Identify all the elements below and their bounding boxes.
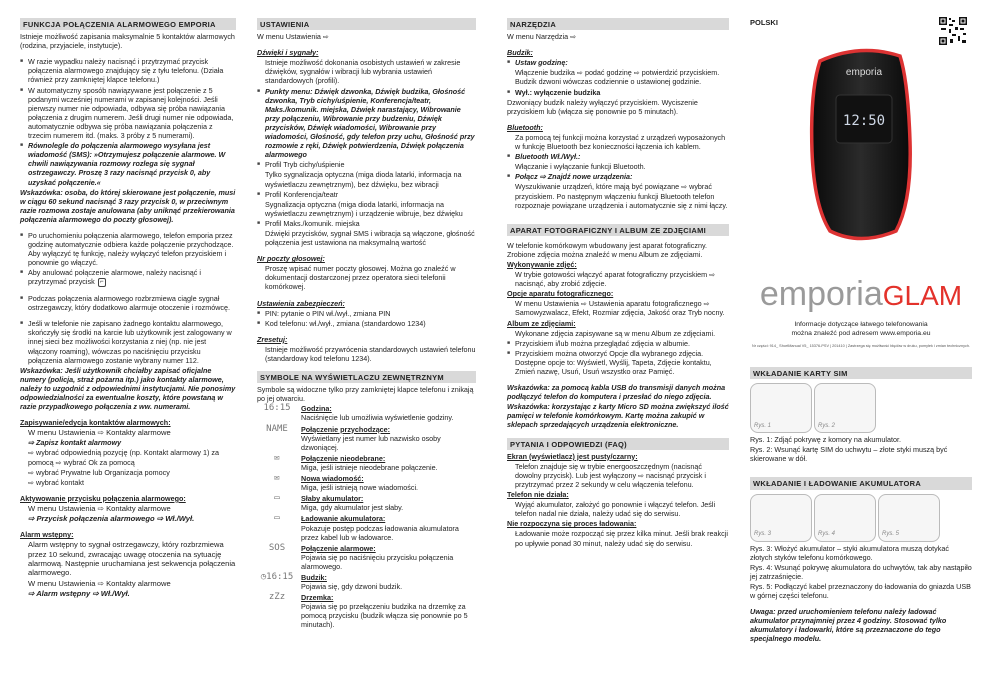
note-text: Wskazówka: korzystając z karty Micro SD można zwiększyć ilość pamięci w telefonie komórkowym. Kartę można zakupić w sklepach sprzedających urządzenia elektroniczne. — [507, 402, 729, 430]
symbol-text: Pokazuje postęp podczas ładowania akumulatora przez kabel lub w ładowarce. — [301, 523, 459, 542]
body-text: Proszę wpisać numer poczty głosowej. Można go znaleźć w dokumentacji dostarczonej przez operatora sieci telefonii komórkowej. — [265, 264, 456, 292]
symbol-text: Miga, gdy akumulator jest słaby. — [301, 503, 404, 513]
lcd-symbol: NAME — [266, 423, 288, 434]
section-header-faq: PYTANIA I ODPOWIEDZI (FAQ) — [507, 438, 729, 450]
symbol-item — [257, 514, 476, 541]
list-item: ■ Ustaw godzinę: — [507, 58, 729, 67]
symbol-text: Pojawia się, gdy dzwoni budzik. — [301, 582, 403, 592]
note-text: Wskazówka: za pomocą kabla USB do transmisji danych można podłączyć telefon do komputera i przesłać do niego zdjęcia. — [507, 383, 726, 402]
figure-4 — [814, 494, 876, 542]
body-text: Ładowanie może rozpocząć się przez kilka minut. Jeśli brak reakcji po upływie ponad 30 minut, należy udać się do serwisu. — [515, 529, 728, 548]
menu-path: ⇨ Alarm wstępny ⇨ Wł./Wył. — [28, 588, 130, 598]
info-line: można znaleźć pod adresem www.emporia.eu — [791, 330, 931, 338]
symbol-text: Wyświetlany jest numer lub nazwisko osoby dzwoniącej. — [301, 433, 441, 452]
body-text: Alarm wstępny to sygnał ostrzegawczy, który rozbrzmiewa przez 10 sekund, zwracając uwagę otoczenia na sytuację alarmową. Następnie uruchamiana jest sekwencja połączenia alarmowego. — [28, 540, 236, 578]
body-text: Istnieje możliwość dokonania osobistych ustawień w zakresie dźwięków, sygnałów i wibracji lub wybrania ustawień standardowych (profili). — [265, 58, 461, 86]
list-item-text: Aby anulować połączenie alarmowe, należy nacisnąć i przytrzymać przycisk — [28, 268, 201, 287]
figure-1 — [750, 383, 812, 433]
menu-path: W menu Narzędzia ⇨ — [507, 32, 577, 42]
subsection-title: Nr poczty głosowej: — [257, 254, 325, 264]
subsection-title: Nie rozpoczyna się proces ładowania: — [507, 519, 637, 529]
menu-path: W menu Ustawienia ⇨ — [257, 32, 329, 42]
list-item: ■ W automatyczny sposób nawiązywane jest połączenie z 5 podanymi wcześniej numerami w zapisanej kolejności. Jeśli pierwszy numer nie odpowiada, odbywa się próba nawiązania połączenia z drugim numerem. Jeśli drugi numer nie odpowiada, automatycznie odbywa się próba nawiązania połączenia z trzecim numerem itd. (maks. 3 próby z 5 numerami). — [20, 86, 236, 141]
symbol-title: Słaby akumulator: — [301, 494, 364, 504]
menu-path: ⇨ Zapisz kontakt alarmowy — [28, 438, 122, 448]
logo-word: emporia — [759, 275, 883, 314]
battery-figures — [750, 494, 972, 544]
lcd-symbol: ▭ — [274, 513, 280, 524]
symbol-item — [257, 544, 476, 571]
language-label: POLSKI — [750, 18, 778, 27]
list-item: ■ Kod telefonu: wł./wył., zmiana (standardowo 1234) — [257, 319, 476, 328]
body-text: Za pomocą tej funkcji można korzystać z urządzeń wyposażonych w funkcję Bluetooth bez konieczności łączenia ich kablem. — [515, 132, 726, 152]
phone-image — [750, 31, 972, 256]
figure-caption: Rys. 4: Wsunąć pokrywę akumulatora do uchwytów, tak aby nastąpiło jej zatrzaśnięcie. — [750, 562, 972, 581]
subsection-title: Opcje aparatu fotograficznego: — [507, 289, 614, 299]
body-text: Dźwięki przycisków, sygnał SMS i wibracja są włączone, głośność połączenia jest ustawiona na maksymalną wartość — [265, 228, 475, 248]
figure-5 — [878, 494, 940, 542]
column-brand — [750, 18, 972, 645]
symbol-item — [257, 593, 476, 629]
subsection-title: Ustawienia zabezpieczeń: — [257, 298, 345, 308]
subsection-title: Bluetooth: — [507, 122, 543, 132]
subsection-title: Wykonywanie zdjęć: — [507, 259, 577, 269]
body-text: Włączenie budzika ⇨ podać godzinę ⇨ potwierdzić przyciskiem. Budzik dzwoni wówczas codziennie o ustawionej godzinie. — [515, 68, 720, 87]
lcd-symbol: ✉ — [274, 452, 280, 463]
list-item: ■ Jeśli w telefonie nie zapisano żadnego kontaktu alarmowego, skończyły się środki na karcie lub użytkownik jest zalogowany w innej sieci bez możliwości korzystania z niej (np. nie jest włączony roaming), wówczas po naciśnięciu przycisku połączenia alarmowego zostanie wybrany numer 112. — [20, 319, 236, 364]
symbol-text: Miga, jeśli istnieją nowe wiadomości. — [301, 483, 419, 493]
menu-path: ⇨ Przycisk połączenia alarmowego ⇨ Wł./Wył. — [28, 514, 195, 523]
symbol-title: Godzina: — [301, 404, 332, 414]
note-text: Wskazówka: Jeśli użytkownik chciałby zapisać oficjalne numery (policja, straż pożarna itp.) jako kontakty alarmowe, należy to uzgodnić z odpowiednimi instytucjami. Nie ponosimy odpowiedzialności za ewentualne koszty, które powstaną w razie przypadkowego połączenia z ww. numerami. — [20, 365, 236, 412]
lcd-symbol: ◷16:15 — [260, 571, 294, 582]
symbol-title: Drzemka: — [301, 593, 334, 603]
symbol-text: Pojawia się po przełączeniu budzika na drzemkę za pomocą przycisku (budzik włącza się ponownie po 5 minutach). — [301, 602, 468, 630]
body-text: Telefon znajduje się w trybie energooszczędnym (nacisnąć dowolny przycisk). Lub jest wyłączony ⇨ nacisnąć przycisk i przytrzymać przez 2 sekundy w celu włączenia telefonu. — [515, 461, 706, 489]
figure-label: Rys. 1 — [754, 423, 772, 430]
symbol-title: Ładowanie akumulatora: — [301, 514, 386, 524]
section-header-settings: USTAWIENIA — [257, 18, 476, 30]
section-header-battery: WKŁADANIE I ŁADOWANIE AKUMULATORA — [750, 477, 972, 489]
symbol-item — [257, 454, 476, 472]
body-text: Dzwoniący budzik należy wyłączyć przyciskiem. Wyciszenie przyciskiem lub (włącza się ponownie po 5 minutach). — [507, 97, 698, 116]
body-text: Włączanie i wyłączanie funkcji Bluetooth. — [515, 162, 646, 172]
symbol-text: Naciśnięcie lub umożliwia wyświetlenie godziny. — [301, 413, 454, 423]
subsection-title: Album ze zdjęciami: — [507, 318, 576, 328]
symbol-title: Budzik: — [301, 572, 327, 582]
figure-label: Rys. 5 — [882, 531, 900, 538]
body-text: Sygnalizacja optyczna (miga dioda latarki, informacja na wyświetlaczu zewnętrznym) i urządzenie wibruje, bez dźwięku — [265, 199, 463, 218]
symbol-title: Połączenie przychodzące: — [301, 424, 391, 434]
menu-path: ⇨ wybrać odpowiednią pozycję (np. Kontakt alarmowy 1) za pomocą ⇨ wybrać Ok za pomocą — [28, 448, 219, 467]
body-text: Tylko sygnalizacja optyczna (miga dioda latarki, informacja na wyświetlaczu zewnętrznym), bez dźwięku, bez wibracji — [265, 170, 462, 189]
note-text: Uwaga: przed uruchomieniem telefonu należy ładować akumulator przynajmniej przez 4 godziny. Stosować tylko akumulatory i ładowarki, które są przeznaczone do tego specjalnego modelu. — [750, 607, 947, 644]
lcd-symbol: ✉ — [274, 473, 280, 484]
list-item: ■ Połącz ⇨ Znajdź nowe urządzenia: — [507, 172, 729, 181]
menu-path: W menu Ustawienia ⇨ Kontakty alarmowe — [28, 428, 171, 438]
figure-label: Rys. 4 — [818, 531, 836, 538]
part-number: Nr części: 914_ ShortManual V5_ 15376-PSV | 201410 | Zastrzega się możliwość błędów w druku, pomyłek i zmian technicznych. — [751, 344, 971, 349]
note-text: Wskazówka: osoba, do której skierowane jest połączenie, musi w ciągu 60 sekund nacisnąć 3 razy przycisk 0, w przeciwnym razie rozmowa zostaje anulowana (aby uniknąć przekierowania połączenia alarmowego do poczty głosowej). — [20, 187, 236, 224]
symbol-item — [257, 425, 476, 452]
intro-text: Istnieje możliwość zapisania maksymalnie 5 kontaktów alarmowych (rodzina, przyjaciele, instytucje). — [20, 32, 235, 51]
list-item: ■ Punkty menu: Dźwięk dzwonka, Dźwięk budzika, Głośność dzwonka, Tryb cichy/uśpienie, Konferencja/teatr, Maks./komunik. miejska, Dźwięk narastający, Wibrowanie przy połączeniu, Wibrowanie przy budzeniu, Dźwięk przycisków, Dźwięk wiadomości, Wibrowanie przy wiadomości, Głośność, gdy telefon przy uchu, Głośność przy rozmowie z ręki, Dźwięk potwierdzenia, Dźwięk połączenia alarmowego — [257, 87, 476, 160]
column-tools — [507, 18, 729, 549]
section-header-tools: NARZĘDZIA — [507, 18, 729, 30]
list-item: ■ Przyciskiem można otworzyć Opcje dla wybranego zdjęcia. Dostępne opcje to: Wyświetl, Wyślij, Tapeta, Zdjęcie kontaktu, Zmień nazwę, Usuń, Usuń wszystko oraz Pamięć. — [507, 349, 729, 376]
list-item: ■ Profil Tryb cichy/uśpienie — [257, 160, 476, 169]
symbol-list — [257, 404, 476, 629]
body-text: Wyjąć akumulator, założyć go ponownie i włączyć telefon. Jeśli telefon nadal nie działa, należy udać się do serwisu. — [515, 500, 716, 519]
subsection-title: Zresetuj: — [257, 334, 288, 344]
subsection-title: Aktywowanie przycisku połączenia alarmowego: — [20, 493, 186, 503]
list-item: ■ Równolegle do połączenia alarmowego wysyłana jest wiadomość (SMS): »Otrzymujesz połączenie alarmowe. W chwili nawiązywania rozmowy rozlega się sygnał ostrzegawczy. Proszę 3 razy nacisnąć przycisk 0, aby uzyskać połączenie.« — [20, 141, 236, 186]
list-item: ■ Po uruchomieniu połączenia alarmowego, telefon emporia przez godzinę automatycznie odbiera każde połączenie przychodzące. Aby wyłączyć tę funkcję, należy wyłączyć telefon przyciskiem i ponownie go włączyć. — [20, 231, 236, 267]
lcd-symbol: ▭ — [274, 493, 280, 504]
list-item: ■ Wył.: wyłączenie budzika — [507, 88, 729, 97]
symbol-item — [257, 404, 476, 422]
logo-glam: GLAM — [882, 280, 963, 312]
emporia-logo — [750, 276, 972, 314]
subsection-title: Budzik: — [507, 48, 533, 58]
figure-label: Rys. 3 — [754, 531, 772, 538]
symbol-text: Miga, jeśli istnieje nieodebrane połączenie. — [301, 462, 438, 472]
column-emergency — [20, 18, 236, 599]
section-header-emergency: FUNKCJA POŁĄCZENIA ALARMOWEGO EMPORIA — [20, 18, 236, 30]
symbol-title: Połączenie nieodebrane: — [301, 453, 386, 463]
list-item: ■ W razie wypadku należy nacisnąć i przytrzymać przycisk połączenia alarmowego znajdujący się z tyłu telefonu. (Działa również przy zamkniętej klapce telefonu.) — [20, 57, 236, 84]
section-header-camera: APARAT FOTOGRAFICZNY I ALBUM ZE ZDJĘCIAMI — [507, 224, 729, 236]
subsection-title: Ekran (wyświetlacz) jest pusty/czarny: — [507, 451, 638, 461]
sim-figures — [750, 383, 972, 435]
symbol-item — [257, 573, 476, 591]
list-item: ■ PIN: pytanie o PIN wł./wył., zmiana PIN — [257, 309, 476, 318]
subsection-title: Telefon nie działa: — [507, 490, 569, 500]
list-item — [20, 268, 236, 287]
list-item: ■ Profil Konferencja/teatr — [257, 190, 476, 199]
figure-3 — [750, 494, 812, 542]
column-settings — [257, 18, 476, 632]
figure-2 — [814, 383, 876, 433]
phone-brand-label: emporia — [845, 67, 883, 79]
body-text: W menu Ustawienia ⇨ Ustawienia aparatu fotograficznego ⇨ Samowyzwalacz, Efekt, Rozmiar zdjęcia, Jakość oraz Tryb nocny. — [515, 299, 725, 318]
end-key-icon: ⌐ — [98, 278, 106, 287]
qr-code-icon — [938, 16, 968, 46]
menu-path: W menu Ustawienia ⇨ Kontakty alarmowe — [28, 578, 171, 588]
body-text: W telefonie komórkowym wbudowany jest aparat fotograficzny. Zrobione zdjęcia można znaleźć w menu Album ze zdjęciami. — [507, 240, 708, 259]
symbol-title: Połączenie alarmowe: — [301, 543, 376, 553]
list-item: ■ Przyciskiem i/lub można przeglądać zdjęcia w albumie. — [507, 339, 729, 348]
figure-label: Rys. 2 — [818, 423, 836, 430]
symbol-item — [257, 474, 476, 492]
body-text: W trybie gotowości włączyć aparat fotograficzny przyciskiem ⇨ nacisnąć, aby zrobić zdjęcie. — [515, 270, 716, 289]
body-text: Istnieje możliwość przywrócenia standardowych ustawień telefonu (standardowy kod telefonu 1234). — [265, 344, 476, 363]
symbol-item — [257, 494, 476, 512]
lcd-symbol: 16:15 — [263, 403, 291, 414]
subsection-title: Dźwięki i sygnały: — [257, 48, 319, 58]
symbol-text: Pojawia się po naciśnięciu przycisku połączenia alarmowego. — [301, 552, 454, 571]
subsection-title: Alarm wstępny: — [20, 530, 74, 540]
body-text: Wyszukiwanie urządzeń, które mają być powiązane ⇨ wybrać przyciskiem. Po następnym włączeniu funkcji Bluetooth telefon rozpoznaje powiązane urządzenia i automatycznie się z nimi łączy. — [515, 182, 728, 210]
phone-clock: 12:50 — [842, 113, 886, 130]
subsection-title: Zapisywanie/edycja kontaktów alarmowych: — [20, 418, 171, 428]
figure-caption: Rys. 2: Wsunąć kartę SIM do uchwytu – złote styki muszą być skierowane w dół. — [750, 445, 948, 464]
list-item: ■ Bluetooth Wł./Wył.: — [507, 152, 729, 161]
menu-path: W menu Ustawienia ⇨ Kontakty alarmowe — [28, 503, 171, 513]
figure-caption: Rys. 3: Włożyć akumulator – styki akumulatora muszą dotykać złotych styków telefonu komórkowego. — [750, 543, 949, 562]
section-header-symbols: SYMBOLE NA WYŚWIETLACZU ZEWNĘTRZNYM — [257, 371, 476, 383]
menu-path: ⇨ wybrać Prywatne lub Organizacja pomocy — [28, 467, 170, 477]
list-item: ■ Profil Maks./komunik. miejska — [257, 219, 476, 228]
info-line: Informacje dotyczące łatwego telefonowania — [794, 321, 928, 329]
figure-caption: Rys. 1: Zdjąć pokrywę z komory na akumulator. — [750, 435, 901, 445]
section-header-sim: WKŁADANIE KARTY SIM — [750, 367, 972, 379]
lcd-symbol: zZz — [268, 592, 286, 603]
list-item: ■ Podczas połączenia alarmowego rozbrzmiewa ciągle sygnał ostrzegawczy, który dodatkowo alarmuje otoczenie i rozmówcę. — [20, 294, 236, 312]
lcd-symbol: SOS — [268, 542, 286, 553]
symbol-title: Nowa wiadomość: — [301, 474, 364, 484]
body-text: Symbole są widoczne tylko przy zamkniętej klapce telefonu i znikają po jej otwarciu. — [257, 385, 474, 404]
menu-path: ⇨ wybrać kontakt — [28, 477, 84, 487]
figure-caption: Rys. 5: Podłączyć kabel przeznaczony do ładowania do gniazda USB w górnej części telefonu. — [750, 581, 971, 601]
body-text: Wykonane zdjęcia zapisywane są w menu Album ze zdjęciami. — [515, 328, 716, 338]
